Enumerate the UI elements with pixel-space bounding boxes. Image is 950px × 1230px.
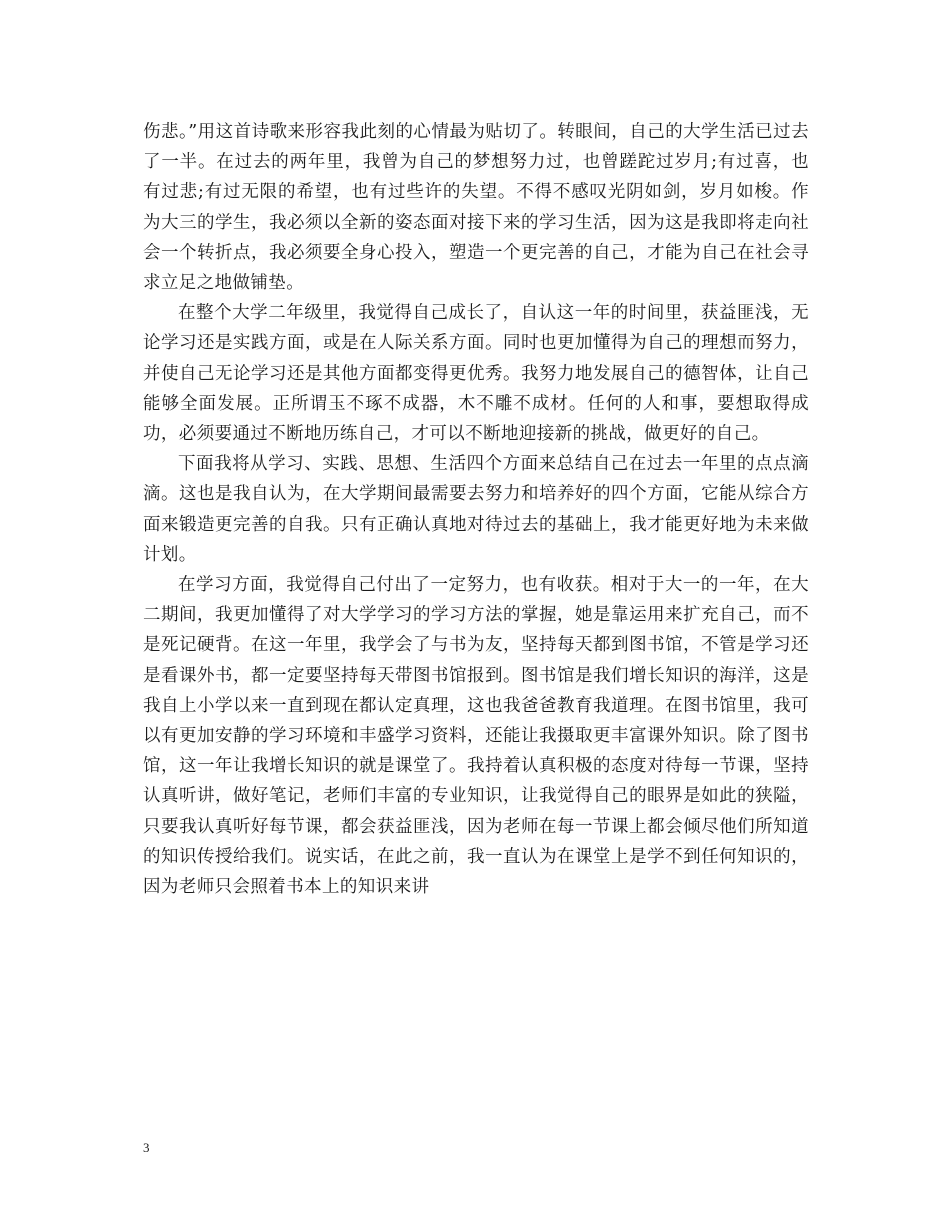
document-body <box>143 117 809 902</box>
page-number: 3 <box>143 1140 150 1155</box>
paragraph-4: 在学习方面，我觉得自己付出了一定努力，也有收获。相对于大一的一年，在大二期间，我更加懂得了对大学学习的学习方法的掌握，她是靠运用来扩充自己，而不是死记硬背。在这一年里，我学会了与书为友，坚持每天都到图书馆，不管是学习还是看课外书，都一定要坚持每天带图书馆报到。图书馆是我们增长知识的海洋，这是我自上小学以来一直到现在都认定真理，这也我爸爸教育我道理。在图书馆里，我可以有更加安静的学习环境和丰盛学习资料，还能让我摄取更丰富课外知识。除了图书馆，这一年让我增长知识的就是课堂了。我持着认真积极的态度对待每一节课，坚持认真听讲，做好笔记，老师们丰富的专业知识，让我觉得自己的眼界是如此的狭隘，只要我认真听好每节课，都会获益匪浅，因为老师在每一节课上都会倾尽他们所知道的知识传授给我们。说实话，在此之前，我一直认为在课堂上是学不到任何知识的，因为老师只会照着书本上的知识来讲 <box>143 575 809 898</box>
paragraph-2: 在整个大学二年级里，我觉得自己成长了，自认这一年的时间里，获益匪浅，无论学习还是实践方面，或是在人际关系方面。同时也更加懂得为自己的理想而努力，并使自己无论学习还是其他方面都变得更优秀。我努力地发展自己的德智体，让自己能够全面发展。正所谓玉不琢不成器，木不雕不成材。任何的人和事，要想取得成功，必须要通过不断地历练自己，才可以不断地迎接新的挑战，做更好的自己。 <box>143 303 809 445</box>
paragraph-1: 伤悲。”用这首诗歌来形容我此刻的心情最为贴切了。转眼间，自己的大学生活已过去了一半。在过去的两年里，我曾为自己的梦想努力过，也曾蹉跎过岁月;有过喜，也有过悲;有过无限的希望，也有过些许的失望。不得不感叹光阴如剑，岁月如梭。作为大三的学生，我必须以全新的姿态面对接下来的学习生活，因为这是我即将走向社会一个转折点，我必须要全身心投入，塑造一个更完善的自己，才能为自己在社会寻求立足之地做铺垫。 <box>143 122 809 294</box>
paragraph-3: 下面我将从学习、实践、思想、生活四个方面来总结自己在过去一年里的点点滴滴。这也是我自认为，在大学期间最需要去努力和培养好的四个方面，它能从综合方面来锻造更完善的自我。只有正确认真地对待过去的基础上，我才能更好地为未来做计划。 <box>143 454 809 565</box>
